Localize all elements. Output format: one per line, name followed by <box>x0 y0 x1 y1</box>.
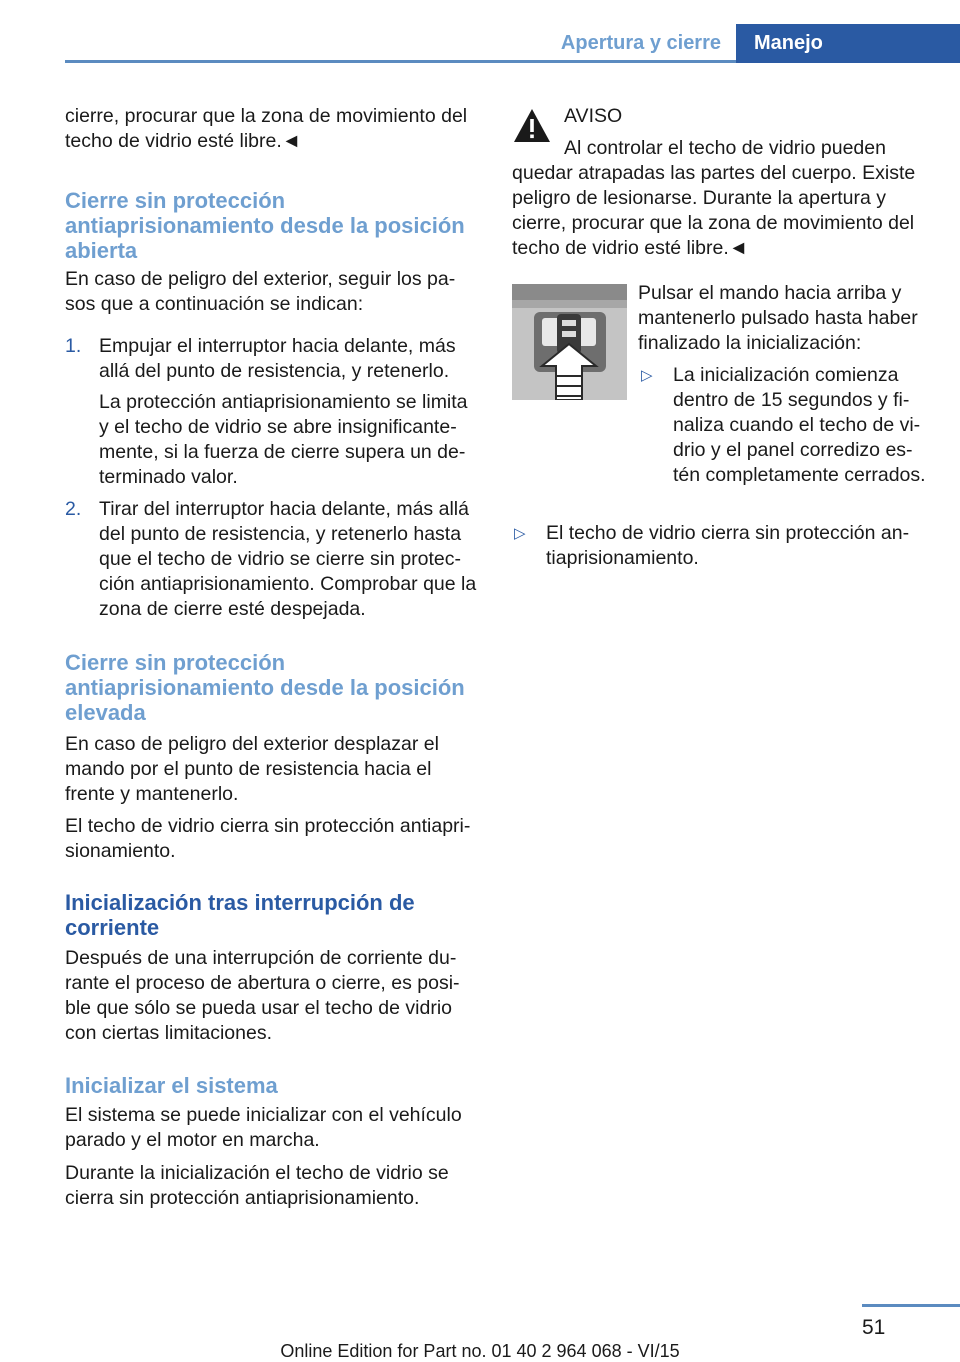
footer-rule <box>862 1304 960 1307</box>
bullet-subtext: La inicialización comienza dentro de 15 segundos y fi‐naliza cuando el techo de vi‐drio y el panel corredizo es‐tén completamente cerrados. <box>673 364 926 486</box>
step-text: Tirar del interruptor hacia delante, más allá del punto de resistencia, y retenerlo hasta que el techo de vidrio se cierre sin protec‐ción antiaprisionamiento. Comprobar que la zona de cierre esté despejada. <box>99 498 477 620</box>
switch-photo <box>512 284 627 400</box>
paragraph-init-result: Durante la inicialización el techo de vidrio se cierra sin protección antiaprisionamiento. <box>65 1162 449 1209</box>
step-number: 1. <box>65 335 82 357</box>
paragraph-raised-result: El techo de vidrio cierra sin protección antiapri‐sionamiento. <box>65 815 471 862</box>
warning-text: Al controlar el techo de vidrio pueden quedar atrapadas las partes del cuerpo. Existe peligro de lesionarse. Durante la apertura y cierre, procurar que la zona de movimiento del techo de vidrio esté libre.◄ <box>512 137 916 259</box>
heading-init-power-loss: Inicialización tras interrupción de corriente <box>65 890 415 940</box>
roof-switch-illustration <box>512 284 627 400</box>
heading-close-raised: Cierre sin protección antiaprisionamiento desde la posición elevada <box>65 650 465 725</box>
heading-close-open: Cierre sin protección antiaprisionamiento desde la posición abierta <box>65 188 465 263</box>
step-text: Empujar el interruptor hacia delante, más allá del punto de resistencia, y retenerlo. <box>99 335 456 382</box>
image-caption-text: Pulsar el mando hacia arriba y mantenerlo pulsado hasta haber finalizado la inicialización: <box>638 282 918 354</box>
page-number: 51 <box>862 1316 886 1339</box>
bullet-text: El techo de vidrio cierra sin protección an‐tiaprisionamiento. <box>546 522 910 569</box>
paragraph-raised-danger: En caso de peligro del exterior desplazar el mando por el punto de resistencia hacia el frente y mantenerlo. <box>65 733 439 805</box>
warning-title: AVISO <box>564 105 623 127</box>
heading-init-system: Inicializar el sistema <box>65 1073 278 1098</box>
step-number: 2. <box>65 498 82 520</box>
bullet-triangle-icon: ▷ <box>641 367 653 384</box>
intro-paragraph: cierre, procurar que la zona de movimiento del techo de vidrio esté libre.◄ <box>65 105 468 152</box>
step-subtext: La protección antiaprisionamiento se limita y el techo de vidrio se abre insignificante‐mente, si la fuerza de cierre supera un de‐terminado valor. <box>99 391 468 488</box>
header-chapter-tab: Manejo <box>736 24 960 63</box>
paragraph-power-loss: Después de una interrupción de corriente du‐rante el proceso de abertura o cierre, es posi‐ble que sólo se pueda usar el techo de vidrio con ciertas limitaciones. <box>65 947 460 1044</box>
paragraph-init-conditions: El sistema se puede inicializar con el vehículo parado y el motor en marcha. <box>65 1104 462 1151</box>
bullet-triangle-icon: ▷ <box>514 525 526 542</box>
paragraph-danger-steps: En caso de peligro del exterior, seguir los pa‐sos que a continuación se indican: <box>65 268 456 315</box>
footer-edition: Online Edition for Part no. 01 40 2 964 068 - VI/15 <box>280 1341 680 1361</box>
header-section-title: Apertura y cierre <box>560 32 721 54</box>
